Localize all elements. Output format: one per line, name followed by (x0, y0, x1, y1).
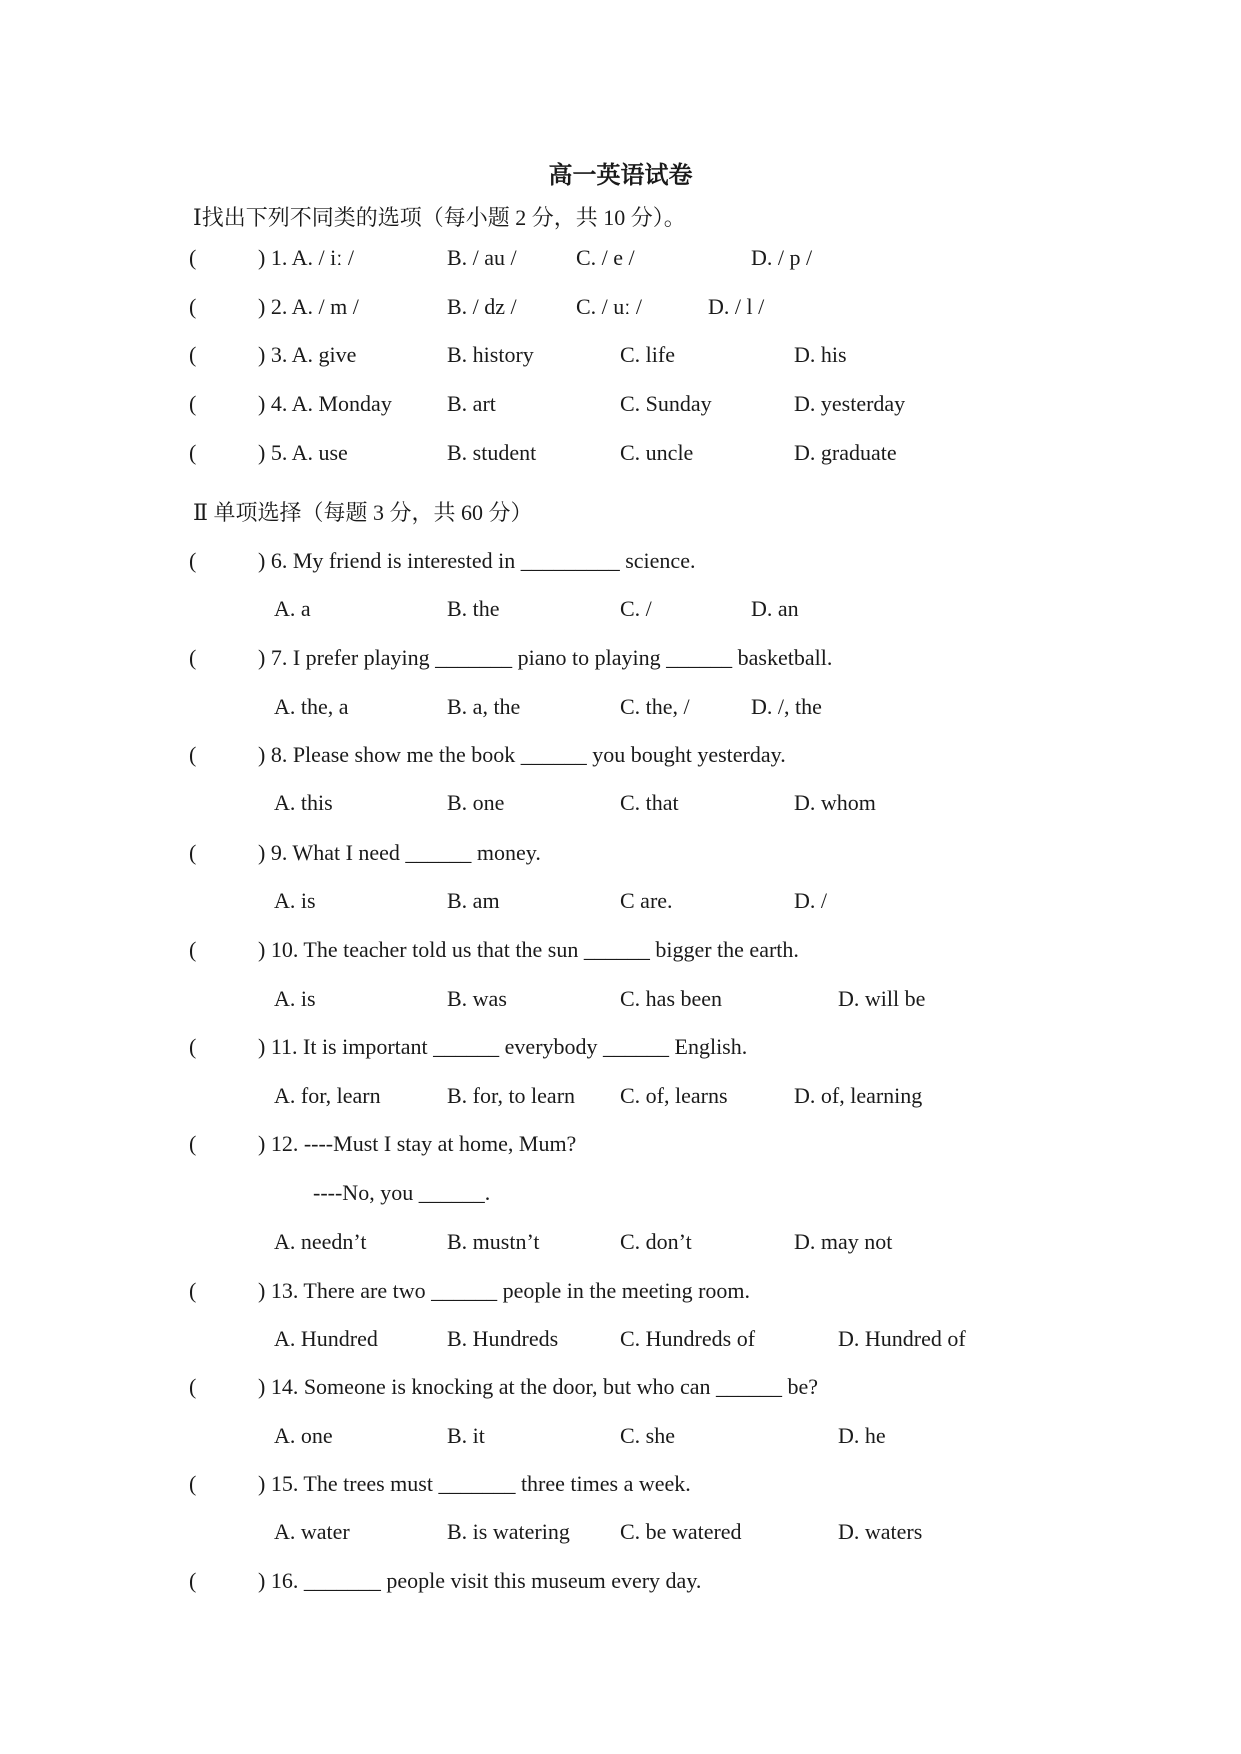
question-6-option-b: B. the (447, 596, 500, 621)
question-8-option-a: A. this (274, 790, 333, 815)
answer-paren: ( (189, 342, 197, 367)
answer-paren: ( (189, 645, 197, 670)
question-5-option-d: D. graduate (794, 440, 897, 465)
question-4-option-d: D. yesterday (794, 391, 906, 416)
question-7-stem: ) 7. I prefer playing _______ piano to playing ______ basketball. (258, 645, 833, 670)
question-11-option-b: B. for, to learn (447, 1083, 576, 1108)
question-2-option-d: D. / l / (708, 294, 765, 319)
question-9-option-a: A. is (274, 888, 316, 913)
answer-paren: ( (189, 1471, 197, 1496)
question-14-option-a: A. one (274, 1423, 333, 1448)
question-10-option-c: C. has been (620, 986, 723, 1011)
question-4-option-b: B. art (447, 391, 496, 416)
question-5-stem: ) 5. A. use (258, 440, 348, 465)
question-12-option-d: D. may not (794, 1229, 893, 1254)
question-5-option-c: C. uncle (620, 440, 694, 465)
question-11-option-c: C. of, learns (620, 1083, 728, 1108)
question-6-stem: ) 6. My friend is interested in _________ science. (258, 548, 696, 573)
section-2-heading: Ⅱ 单项选择（每题 3 分，共 60 分） (193, 500, 533, 525)
question-12-option-c: C. don’t (620, 1229, 692, 1254)
question-13-option-a: A. Hundred (274, 1326, 378, 1351)
question-7-option-b: B. a, the (447, 694, 521, 719)
question-12-option-b: B. mustn’t (447, 1229, 540, 1254)
question-10-option-b: B. was (447, 986, 507, 1011)
question-2-option-b: B. / dz / (447, 294, 517, 319)
question-3-option-c: C. life (620, 342, 675, 367)
answer-paren: ( (189, 1131, 197, 1156)
question-13-option-c: C. Hundreds of (620, 1326, 756, 1351)
answer-paren: ( (189, 840, 197, 865)
question-5-option-b: B. student (447, 440, 537, 465)
answer-paren: ( (189, 245, 197, 270)
question-8-option-b: B. one (447, 790, 505, 815)
answer-paren: ( (189, 1374, 197, 1399)
section-1-heading: Ⅰ找出下列不同类的选项（每小题 2 分，共 10 分）。 (193, 205, 686, 230)
question-12-stem: ) 12. ----Must I stay at home, Mum? (258, 1131, 577, 1156)
question-9-option-c: C are. (620, 888, 673, 913)
question-11-option-a: A. for, learn (274, 1083, 381, 1108)
question-7-option-a: A. the, a (274, 694, 349, 719)
question-11-option-d: D. of, learning (794, 1083, 923, 1108)
answer-paren: ( (189, 391, 197, 416)
page-title: 高一英语试卷 (548, 163, 693, 189)
answer-paren: ( (189, 742, 197, 767)
question-2-option-c: C. / uː / (576, 294, 643, 319)
question-1-option-b: B. / au / (447, 245, 517, 270)
answer-paren: ( (189, 294, 197, 319)
question-16-stem: ) 16. _______ people visit this museum every day. (258, 1568, 702, 1593)
question-13-stem: ) 13. There are two ______ people in the meeting room. (258, 1278, 751, 1303)
question-10-option-a: A. is (274, 986, 316, 1011)
question-8-option-d: D. whom (794, 790, 876, 815)
question-3-option-b: B. history (447, 342, 534, 367)
answer-paren: ( (189, 1568, 197, 1593)
answer-paren: ( (189, 440, 197, 465)
answer-paren: ( (189, 1034, 197, 1059)
question-11-stem: ) 11. It is important ______ everybody ______ English. (258, 1034, 748, 1059)
question-15-option-c: C. be watered (620, 1519, 742, 1544)
question-10-option-d: D. will be (838, 986, 926, 1011)
answer-paren: ( (189, 548, 197, 573)
question-14-stem: ) 14. Someone is knocking at the door, but who can ______ be? (258, 1374, 819, 1399)
question-15-option-b: B. is watering (447, 1519, 570, 1544)
question-1-stem: ) 1. A. / iː / (258, 245, 354, 270)
question-6-option-d: D. an (751, 596, 799, 621)
answer-paren: ( (189, 1278, 197, 1303)
question-14-option-b: B. it (447, 1423, 485, 1448)
question-9-option-b: B. am (447, 888, 500, 913)
question-10-stem: ) 10. The teacher told us that the sun ______ bigger the earth. (258, 937, 799, 962)
question-6-option-c: C. / (620, 596, 652, 621)
question-15-stem: ) 15. The trees must _______ three times a week. (258, 1471, 691, 1496)
question-14-option-d: D. he (838, 1423, 886, 1448)
question-1-option-c: C. / e / (576, 245, 635, 270)
question-2-stem: ) 2. A. / m / (258, 294, 359, 319)
question-3-stem: ) 3. A. give (258, 342, 357, 367)
question-1-option-d: D. / p / (751, 245, 813, 270)
question-12-continuation: ----No, you ______. (313, 1180, 491, 1205)
question-6-option-a: A. a (274, 596, 311, 621)
question-12-option-a: A. needn’t (274, 1229, 367, 1254)
question-4-stem: ) 4. A. Monday (258, 391, 392, 416)
question-3-option-d: D. his (794, 342, 847, 367)
question-15-option-d: D. waters (838, 1519, 923, 1544)
answer-paren: ( (189, 937, 197, 962)
question-15-option-a: A. water (274, 1519, 350, 1544)
question-9-stem: ) 9. What I need ______ money. (258, 840, 541, 865)
question-8-stem: ) 8. Please show me the book ______ you bought yesterday. (258, 742, 786, 767)
question-7-option-c: C. the, / (620, 694, 690, 719)
question-8-option-c: C. that (620, 790, 679, 815)
question-4-option-c: C. Sunday (620, 391, 712, 416)
question-9-option-d: D. / (794, 888, 827, 913)
question-13-option-b: B. Hundreds (447, 1326, 559, 1351)
question-13-option-d: D. Hundred of (838, 1326, 966, 1351)
question-7-option-d: D. /, the (751, 694, 822, 719)
question-14-option-c: C. she (620, 1423, 675, 1448)
